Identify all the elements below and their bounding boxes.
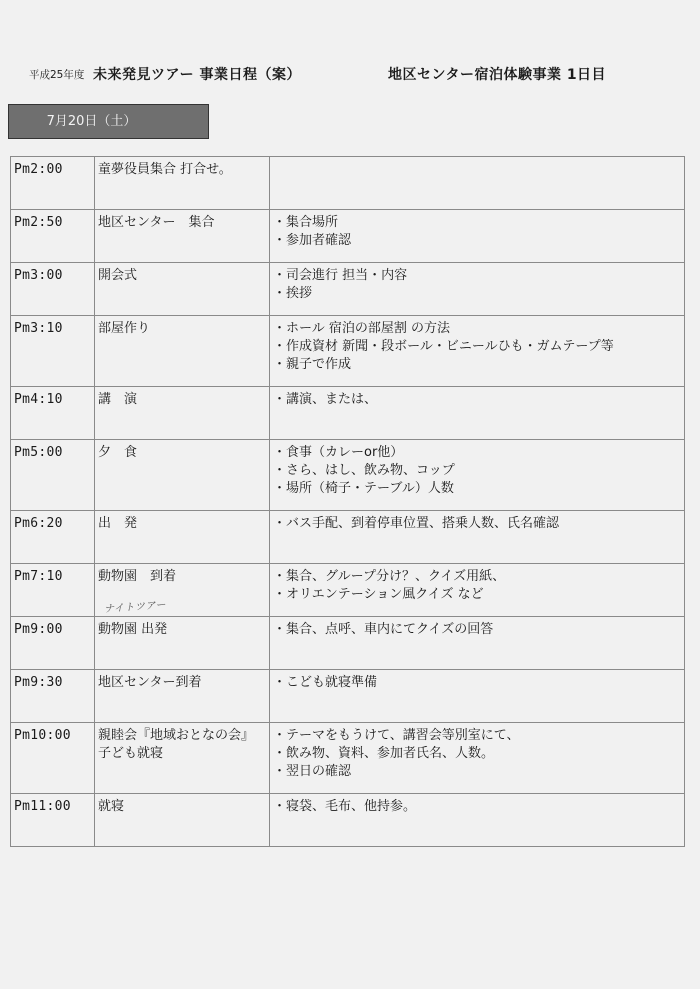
schedule-row <box>11 440 685 511</box>
note-line: ・バス手配、到着停車位置、搭乗人数、氏名確認 <box>273 516 560 531</box>
note-line: ・集合、グループ分け？、クイズ用紙、 <box>273 569 506 584</box>
note-line: ・場所（椅子・テーブル）人数 <box>273 481 454 496</box>
notes-cell <box>270 723 685 794</box>
time-cell: Pm9:30 <box>11 670 95 723</box>
event-line: 夕 食 <box>98 445 138 460</box>
time-cell: Pm9:00 <box>11 617 95 670</box>
note-line: ・こども就寝準備 <box>273 675 378 690</box>
note-line: ・食事（カレーor他） <box>273 445 404 460</box>
schedule-table <box>10 156 685 847</box>
notes-cell <box>270 263 685 316</box>
event-cell <box>95 723 270 794</box>
note-line: ・参加者確認 <box>273 233 352 248</box>
schedule-row <box>11 723 685 794</box>
event-cell <box>95 794 270 847</box>
note-line: ・ホール 宿泊の部屋割 の方法 <box>273 321 451 336</box>
schedule-row <box>11 316 685 387</box>
event-cell <box>95 210 270 263</box>
notes-cell <box>270 316 685 387</box>
notes-cell <box>270 210 685 263</box>
time-cell: Pm5:00 <box>11 440 95 511</box>
note-line: ・集合、点呼、車内にてクイズの回答 <box>273 622 494 637</box>
event-cell <box>95 157 270 210</box>
time-cell: Pm7:10 <box>11 564 95 617</box>
notes-cell <box>270 157 685 210</box>
event-cell <box>95 617 270 670</box>
note-line: ・司会進行 担当・内容 <box>273 268 408 283</box>
event-line: 出 発 <box>98 516 138 531</box>
notes-cell <box>270 670 685 723</box>
event-subtitle: 地区センター宿泊体験事業 1日目 <box>388 67 607 83</box>
event-line: 部屋作り <box>98 321 151 336</box>
date-banner <box>8 104 209 139</box>
notes-cell <box>270 564 685 617</box>
event-line: 親睦会『地域おとなの会』 <box>98 728 255 743</box>
note-line: ・親子で作成 <box>273 357 352 372</box>
schedule-row <box>11 794 685 847</box>
note-line: ・さら、はし、飲み物、コップ <box>273 463 455 478</box>
fiscal-year: 平成25年度 <box>29 69 85 81</box>
schedule-row <box>11 511 685 564</box>
notes-cell <box>270 511 685 564</box>
time-cell: Pm6:20 <box>11 511 95 564</box>
note-line: ・翌日の確認 <box>273 764 352 779</box>
event-line: 動物園 到着 <box>98 569 177 584</box>
note-line: ・寝袋、毛布、他持参。 <box>273 799 417 814</box>
event-cell <box>95 387 270 440</box>
time-cell: Pm10:00 <box>11 723 95 794</box>
schedule-row <box>11 670 685 723</box>
handwritten-note: ナイトツアー <box>103 599 167 616</box>
notes-cell <box>270 440 685 511</box>
note-line: ・テーマをもうけて、講習会等別室にて、 <box>273 728 520 743</box>
schedule-row <box>11 387 685 440</box>
event-line: 動物園 出発 <box>98 622 168 637</box>
event-cell <box>95 440 270 511</box>
event-line: 地区センター 集合 <box>98 215 215 230</box>
event-cell <box>95 670 270 723</box>
notes-cell <box>270 387 685 440</box>
time-cell: Pm3:00 <box>11 263 95 316</box>
time-cell: Pm3:10 <box>11 316 95 387</box>
event-line: 子ども就寝 <box>98 746 164 761</box>
note-line: ・挨拶 <box>273 286 313 301</box>
event-cell <box>95 263 270 316</box>
note-line: ・作成資材 新聞・段ボール・ビニールひも・ガムテープ等 <box>273 339 614 354</box>
event-line: 就寝 <box>98 799 125 814</box>
document-title: 未来発見ツアー 事業日程（案） <box>93 67 301 83</box>
notes-cell <box>270 794 685 847</box>
schedule-row <box>11 210 685 263</box>
time-cell: Pm4:10 <box>11 387 95 440</box>
notes-cell <box>270 617 685 670</box>
event-line: 講 演 <box>98 392 138 407</box>
event-line: 童夢役員集合 打合せ。 <box>98 162 232 177</box>
note-line: ・オリエンテーション風クイズ など <box>273 587 484 602</box>
schedule-row <box>11 263 685 316</box>
time-cell: Pm11:00 <box>11 794 95 847</box>
time-cell: Pm2:00 <box>11 157 95 210</box>
note-line: ・集合場所 <box>273 215 339 230</box>
event-cell <box>95 316 270 387</box>
event-cell <box>95 511 270 564</box>
time-cell: Pm2:50 <box>11 210 95 263</box>
schedule-row <box>11 157 685 210</box>
date-label: 7月20日（土） <box>46 114 137 129</box>
note-line: ・飲み物、資料、参加者氏名、人数。 <box>273 746 495 761</box>
event-line: 開会式 <box>98 268 138 283</box>
event-line: 地区センター到着 <box>98 675 202 690</box>
document-header <box>0 64 700 86</box>
note-line: ・講演、または、 <box>273 392 378 407</box>
schedule-row <box>11 617 685 670</box>
